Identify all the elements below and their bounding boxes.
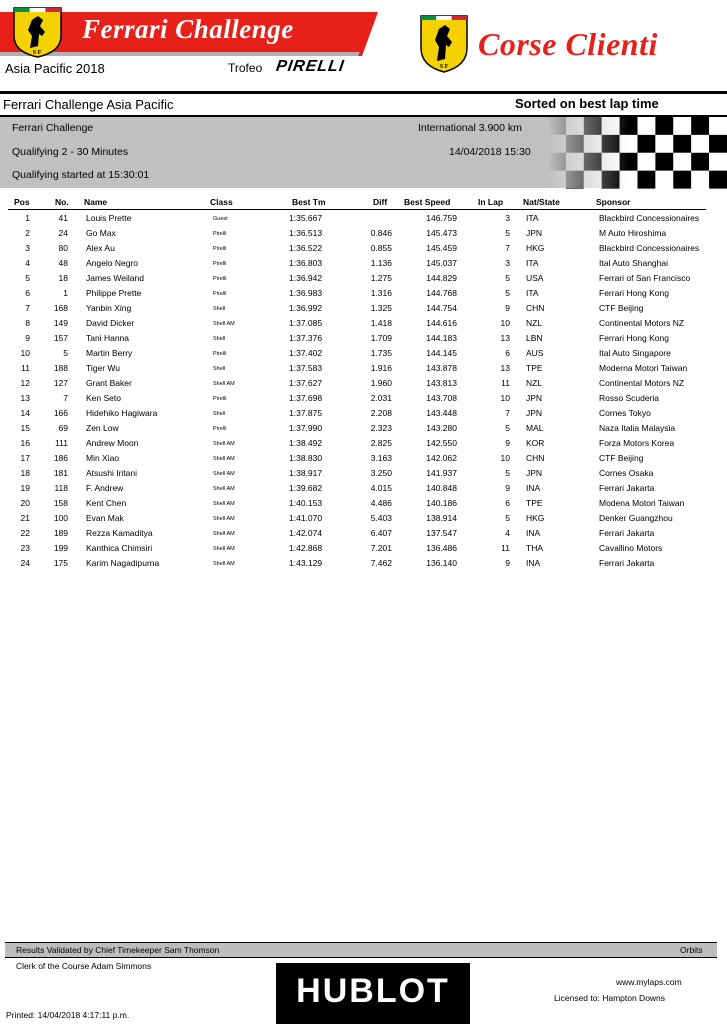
cell-no: 168 — [53, 303, 68, 313]
cell-sponsor: Continental Motors NZ — [599, 378, 685, 388]
cell-class: Guest — [213, 216, 228, 222]
col-header-nat: Nat/State — [523, 197, 560, 207]
cell-name: Grant Baker — [86, 378, 132, 388]
cell-nat: HKG — [526, 243, 545, 253]
cell-nat: HKG — [526, 513, 545, 523]
cell-sponsor: Modena Motori Taiwan — [599, 498, 685, 508]
cell-sponsor: Continental Motors NZ — [599, 318, 685, 328]
cell-pos: 21 — [20, 513, 30, 523]
cell-nat: LBN — [526, 333, 543, 343]
cell-diff: 3.250 — [370, 468, 392, 478]
ferrari-shield-icon — [10, 6, 65, 58]
cell-best-time: 1:39.682 — [289, 483, 323, 493]
cell-in-lap: 13 — [500, 333, 510, 343]
cell-diff: 5.403 — [370, 513, 392, 523]
cell-class: Pirelli — [213, 231, 227, 237]
cell-best-time: 1:40.153 — [289, 498, 323, 508]
cell-best-time: 1:37.583 — [289, 363, 323, 373]
corse-clienti-shield-icon — [418, 14, 470, 74]
cell-no: 199 — [53, 543, 68, 553]
cell-in-lap: 5 — [505, 513, 510, 523]
cell-best-time: 1:42.868 — [289, 543, 323, 553]
cell-in-lap: 5 — [505, 273, 510, 283]
cell-best-speed: 136.140 — [426, 558, 457, 568]
cell-best-speed: 146.759 — [426, 213, 457, 223]
cell-class: Pirelli — [213, 276, 227, 282]
cell-best-speed: 142.550 — [426, 438, 457, 448]
cell-nat: JPN — [526, 228, 543, 238]
table-row — [0, 273, 727, 288]
cell-best-speed: 144.829 — [426, 273, 457, 283]
cell-diff: 1.275 — [370, 273, 392, 283]
cell-best-time: 1:37.875 — [289, 408, 323, 418]
cell-in-lap: 9 — [505, 483, 510, 493]
cell-nat: JPN — [526, 408, 543, 418]
table-row — [0, 363, 727, 378]
table-row — [0, 468, 727, 483]
printed-text: Printed: 14/04/2018 4:17:11 p.m. — [6, 1010, 130, 1020]
cell-no: 100 — [53, 513, 68, 523]
col-header-name: Name — [84, 197, 108, 207]
header-rule — [0, 91, 727, 94]
col-header-class: Class — [210, 197, 233, 207]
cell-sponsor: Ferrari Hong Kong — [599, 333, 669, 343]
table-row — [0, 333, 727, 348]
cell-nat: CHN — [526, 303, 545, 313]
cell-best-time: 1:37.376 — [289, 333, 323, 343]
cell-best-time: 1:36.522 — [289, 243, 323, 253]
cell-pos: 7 — [25, 303, 30, 313]
cell-sponsor: Blackbird Concessionaires — [599, 243, 700, 253]
cell-best-time: 1:36.942 — [289, 273, 323, 283]
circuit-label: International 3.900 km — [418, 122, 522, 134]
cell-diff: 1.136 — [370, 258, 392, 268]
cell-best-time: 1:36.803 — [289, 258, 323, 268]
cell-pos: 6 — [25, 288, 30, 298]
trofeo-label: Trofeo — [228, 61, 263, 75]
cell-no: 186 — [53, 453, 68, 463]
cell-best-time: 1:37.627 — [289, 378, 323, 388]
cell-best-speed: 143.448 — [426, 408, 457, 418]
cell-name: Kanthica Chimsiri — [86, 543, 153, 553]
table-row — [0, 483, 727, 498]
cell-best-speed: 143.280 — [426, 423, 457, 433]
cell-class: Shell AM — [213, 561, 235, 567]
cell-in-lap: 6 — [505, 348, 510, 358]
cell-sponsor: Rosso Scuderia — [599, 393, 660, 403]
cell-no: 166 — [53, 408, 68, 418]
cell-best-time: 1:38.492 — [289, 438, 323, 448]
table-row — [0, 543, 727, 558]
table-row — [0, 303, 727, 318]
cell-diff: 1.316 — [370, 288, 392, 298]
cell-nat: INA — [526, 483, 541, 493]
col-header-diff: Diff — [373, 197, 388, 207]
cell-best-speed: 137.547 — [426, 528, 457, 538]
cell-diff: 1.709 — [370, 333, 392, 343]
pirelli-logo: PIRELLI — [274, 58, 346, 75]
cell-pos: 11 — [21, 363, 30, 373]
cell-pos: 16 — [20, 438, 30, 448]
col-header-speed: Best Speed — [404, 197, 451, 207]
cell-in-lap: 10 — [500, 453, 510, 463]
orbits-label: Orbits — [680, 945, 703, 955]
cell-pos: 2 — [25, 228, 30, 238]
cell-best-time: 1:42.074 — [289, 528, 323, 538]
cell-diff: 7.201 — [370, 543, 392, 553]
cell-in-lap: 11 — [501, 378, 510, 388]
cell-class: Pirelli — [213, 351, 227, 357]
cell-nat: JPN — [526, 393, 543, 403]
cell-class: Shell AM — [213, 441, 235, 447]
cell-sponsor: Blackbird Concessionaires — [599, 213, 700, 223]
cell-name: Tiger Wu — [86, 363, 121, 373]
cell-in-lap: 13 — [500, 363, 510, 373]
cell-nat: ITA — [526, 258, 539, 268]
cell-sponsor: Forza Motors Korea — [599, 438, 675, 448]
cell-no: 41 — [58, 213, 68, 223]
cell-best-speed: 144.145 — [426, 348, 457, 358]
cell-best-speed: 144.183 — [426, 333, 457, 343]
cell-diff: 2.208 — [370, 408, 392, 418]
cell-class: Shell AM — [213, 471, 235, 477]
table-row — [0, 213, 727, 228]
table-row — [0, 423, 727, 438]
cell-name: Ken Seto — [86, 393, 121, 403]
cell-in-lap: 3 — [505, 213, 510, 223]
cell-best-time: 1:36.992 — [289, 303, 323, 313]
cell-nat: CHN — [526, 453, 545, 463]
cell-pos: 13 — [20, 393, 30, 403]
cell-best-speed: 143.708 — [426, 393, 457, 403]
cell-nat: JPN — [526, 468, 543, 478]
cell-sponsor: M Auto Hiroshima — [599, 228, 667, 238]
cell-class: Shell AM — [213, 531, 235, 537]
cell-pos: 23 — [20, 543, 30, 553]
cell-name: Martin Berry — [86, 348, 133, 358]
cell-name: James Weiland — [86, 273, 144, 283]
cell-best-speed: 145.459 — [426, 243, 457, 253]
cell-best-time: 1:35.667 — [289, 213, 323, 223]
cell-name: Min Xiao — [86, 453, 120, 463]
cell-pos: 3 — [25, 243, 30, 253]
cell-in-lap: 3 — [505, 258, 510, 268]
cell-nat: NZL — [526, 378, 543, 388]
cell-best-speed: 143.813 — [426, 378, 457, 388]
col-header-sponsor: Sponsor — [596, 197, 631, 207]
table-row — [0, 498, 727, 513]
cell-pos: 20 — [20, 498, 30, 508]
cell-best-speed: 136.486 — [426, 543, 457, 553]
cell-in-lap: 5 — [505, 423, 510, 433]
clerk-text: Clerk of the Course Adam Simmons — [16, 961, 152, 971]
cell-no: 48 — [58, 258, 68, 268]
cell-class: Shell AM — [213, 456, 235, 462]
event-name: Ferrari Challenge Asia Pacific — [3, 97, 174, 112]
cell-no: 175 — [53, 558, 68, 568]
cell-no: 7 — [63, 393, 68, 403]
cell-best-time: 1:43.129 — [289, 558, 323, 568]
cell-best-time: 1:38.830 — [289, 453, 323, 463]
cell-sponsor: Ferrari Jakarta — [599, 558, 655, 568]
series-label: Ferrari Challenge — [12, 122, 94, 134]
cell-diff: 1.960 — [370, 378, 392, 388]
cell-name: Rezza Kamaditya — [86, 528, 153, 538]
cell-pos: 19 — [20, 483, 30, 493]
cell-nat: TPE — [526, 498, 543, 508]
cell-in-lap: 9 — [505, 558, 510, 568]
cell-diff: 2.031 — [370, 393, 392, 403]
cell-sponsor: Moderna Motori Taiwan — [599, 363, 688, 373]
cell-name: Yanbin Xing — [86, 303, 132, 313]
cell-sponsor: Ferrari of San Francisco — [599, 273, 691, 283]
banner-subtitle: Asia Pacific 2018 — [5, 61, 105, 76]
cell-diff: 0.855 — [370, 243, 392, 253]
cell-sponsor: Ferrari Jakarta — [599, 528, 655, 538]
cell-no: 158 — [53, 498, 68, 508]
table-row — [0, 243, 727, 258]
cell-name: Zen Low — [86, 423, 119, 433]
cell-in-lap: 11 — [501, 543, 510, 553]
cell-name: Atsushi Iritani — [86, 468, 138, 478]
cell-best-speed: 145.037 — [426, 258, 457, 268]
cell-best-speed: 141.937 — [426, 468, 457, 478]
cell-class: Shell — [213, 411, 226, 417]
cell-class: Pirelli — [213, 396, 227, 402]
cell-in-lap: 5 — [505, 288, 510, 298]
cell-pos: 10 — [20, 348, 30, 358]
session-label: Qualifying 2 - 30 Minutes — [12, 146, 129, 158]
cell-best-speed: 143.878 — [426, 363, 457, 373]
cell-best-speed: 144.754 — [426, 303, 457, 313]
cell-class: Shell AM — [213, 501, 235, 507]
cell-class: Shell AM — [213, 321, 235, 327]
licensed-text: Licensed to: Hampton Downs — [554, 993, 666, 1003]
cell-no: 18 — [58, 273, 68, 283]
cell-best-time: 1:38.917 — [289, 468, 323, 478]
cell-nat: AUS — [526, 348, 544, 358]
cell-diff: 1.735 — [370, 348, 392, 358]
cell-class: Pirelli — [213, 246, 227, 252]
cell-diff: 7.462 — [370, 558, 392, 568]
cell-nat: TPE — [526, 363, 543, 373]
cell-diff: 4.486 — [370, 498, 392, 508]
corse-clienti-title: Corse Clienti — [478, 26, 658, 62]
cell-class: Pirelli — [213, 426, 227, 432]
cell-no: 80 — [58, 243, 68, 253]
cell-nat: INA — [526, 558, 541, 568]
table-row — [0, 528, 727, 543]
cell-no: 149 — [53, 318, 68, 328]
table-row — [0, 438, 727, 453]
checkered-flag-graphic — [548, 117, 727, 188]
col-header-best: Best Tm — [292, 197, 326, 207]
cell-pos: 5 — [25, 273, 30, 283]
cell-no: 69 — [58, 423, 68, 433]
cell-class: Shell — [213, 306, 226, 312]
cell-in-lap: 9 — [505, 438, 510, 448]
cell-best-time: 1:41.070 — [289, 513, 323, 523]
cell-no: 5 — [63, 348, 68, 358]
cell-best-speed: 144.768 — [426, 288, 457, 298]
cell-diff: 2.825 — [370, 438, 392, 448]
cell-name: Karim Nagadipurna — [86, 558, 160, 568]
cell-no: 111 — [55, 438, 68, 448]
table-row — [0, 228, 727, 243]
cell-pos: 14 — [20, 408, 30, 418]
cell-best-speed: 145.473 — [426, 228, 457, 238]
cell-sponsor: CTF Beijing — [599, 453, 644, 463]
cell-diff: 0.846 — [370, 228, 392, 238]
table-row — [0, 558, 727, 573]
cell-sponsor: Denker Guangzhou — [599, 513, 673, 523]
cell-pos: 17 — [20, 453, 30, 463]
cell-class: Shell AM — [213, 516, 235, 522]
cell-sponsor: Ital Auto Singapore — [599, 348, 671, 358]
cell-nat: ITA — [526, 213, 539, 223]
cell-diff: 1.325 — [370, 303, 392, 313]
cell-nat: USA — [526, 273, 544, 283]
table-header-rule — [8, 209, 706, 210]
cell-in-lap: 10 — [500, 393, 510, 403]
hublot-logo: HUBLOT — [296, 972, 450, 1010]
cell-best-time: 1:36.983 — [289, 288, 323, 298]
cell-diff: 4.015 — [370, 483, 392, 493]
cell-no: 1 — [63, 288, 68, 298]
cell-best-time: 1:37.402 — [289, 348, 323, 358]
cell-pos: 15 — [20, 423, 30, 433]
mylaps-url: www.mylaps.com — [616, 977, 682, 987]
cell-pos: 18 — [20, 468, 30, 478]
cell-name: Evan Mak — [86, 513, 124, 523]
sort-label: Sorted on best lap time — [515, 96, 659, 111]
cell-pos: 8 — [25, 318, 30, 328]
cell-name: David Dicker — [86, 318, 135, 328]
cell-sponsor: CTF Beijing — [599, 303, 644, 313]
cell-best-speed: 138.914 — [426, 513, 457, 523]
cell-class: Pirelli — [213, 261, 227, 267]
cell-name: Andrew Moon — [86, 438, 139, 448]
cell-no: 188 — [53, 363, 68, 373]
cell-no: 24 — [58, 228, 68, 238]
cell-best-time: 1:37.698 — [289, 393, 323, 403]
validated-text: Results Validated by Chief Timekeeper Sam Thomson — [16, 945, 220, 955]
cell-no: 189 — [53, 528, 68, 538]
cell-name: F. Andrew — [86, 483, 124, 493]
cell-class: Shell — [213, 366, 226, 372]
banner-title: Ferrari Challenge — [82, 14, 294, 44]
cell-nat: NZL — [526, 318, 543, 328]
cell-diff: 6.407 — [370, 528, 392, 538]
cell-best-speed: 140.848 — [426, 483, 457, 493]
cell-name: Alex Au — [86, 243, 115, 253]
cell-in-lap: 10 — [500, 318, 510, 328]
table-row — [0, 378, 727, 393]
cell-sponsor: Cavallino Motors — [599, 543, 663, 553]
table-row — [0, 393, 727, 408]
cell-class: Shell AM — [213, 546, 235, 552]
cell-name: Louis Prette — [86, 213, 132, 223]
cell-best-speed: 144.616 — [426, 318, 457, 328]
cell-nat: KOR — [526, 438, 545, 448]
cell-best-time: 1:37.990 — [289, 423, 323, 433]
cell-in-lap: 7 — [505, 408, 510, 418]
session-datetime: 14/04/2018 15:30 — [449, 146, 531, 158]
cell-no: 157 — [53, 333, 68, 343]
cell-in-lap: 7 — [505, 243, 510, 253]
cell-name: Go Max — [86, 228, 116, 238]
cell-nat: THA — [526, 543, 543, 553]
cell-in-lap: 6 — [505, 498, 510, 508]
cell-diff: 3.163 — [370, 453, 392, 463]
cell-no: 181 — [53, 468, 68, 478]
col-header-pos: Pos — [14, 197, 30, 207]
cell-nat: INA — [526, 528, 541, 538]
cell-in-lap: 9 — [505, 303, 510, 313]
svg-text:S F: S F — [439, 64, 449, 70]
cell-diff: 1.418 — [370, 318, 392, 328]
cell-name: Tani Hanna — [86, 333, 130, 343]
cell-sponsor: Cornes Osaka — [599, 468, 654, 478]
cell-class: Shell — [213, 336, 226, 342]
cell-sponsor: Cornes Tokyo — [599, 408, 651, 418]
cell-sponsor: Ferrari Hong Kong — [599, 288, 669, 298]
cell-name: Kent Chen — [86, 498, 127, 508]
cell-class: Shell AM — [213, 381, 235, 387]
cell-best-time: 1:37.085 — [289, 318, 323, 328]
cell-in-lap: 5 — [505, 228, 510, 238]
table-row — [0, 318, 727, 333]
cell-name: Philippe Prette — [86, 288, 142, 298]
cell-diff: 1.916 — [370, 363, 392, 373]
cell-best-speed: 140.186 — [426, 498, 457, 508]
cell-best-speed: 142.062 — [426, 453, 457, 463]
svg-text:S F: S F — [32, 50, 42, 56]
table-row — [0, 453, 727, 468]
cell-in-lap: 4 — [505, 528, 510, 538]
cell-best-time: 1:36.513 — [289, 228, 323, 238]
cell-pos: 1 — [25, 213, 30, 223]
cell-no: 127 — [53, 378, 68, 388]
table-row — [0, 288, 727, 303]
table-row — [0, 408, 727, 423]
col-header-inlap: In Lap — [478, 197, 504, 207]
col-header-no: No. — [55, 197, 69, 207]
cell-pos: 4 — [25, 258, 30, 268]
cell-nat: ITA — [526, 288, 539, 298]
cell-diff: 2.323 — [370, 423, 392, 433]
cell-in-lap: 5 — [505, 468, 510, 478]
table-row — [0, 258, 727, 273]
cell-pos: 12 — [20, 378, 30, 388]
cell-pos: 22 — [20, 528, 30, 538]
cell-pos: 24 — [20, 558, 30, 568]
session-start: Qualifying started at 15:30:01 — [12, 169, 150, 181]
cell-sponsor: Ital Auto Shanghai — [599, 258, 669, 268]
cell-pos: 9 — [25, 333, 30, 343]
table-row — [0, 513, 727, 528]
table-row — [0, 348, 727, 363]
cell-name: Hidehiko Hagiwara — [86, 408, 158, 418]
cell-no: 118 — [54, 483, 68, 493]
cell-sponsor: Ferrari Jakarta — [599, 483, 655, 493]
cell-sponsor: Naza Italia Malaysia — [599, 423, 676, 433]
cell-nat: MAL — [526, 423, 544, 433]
cell-class: Shell AM — [213, 486, 235, 492]
cell-name: Angelo Negro — [86, 258, 138, 268]
cell-class: Pirelli — [213, 291, 227, 297]
